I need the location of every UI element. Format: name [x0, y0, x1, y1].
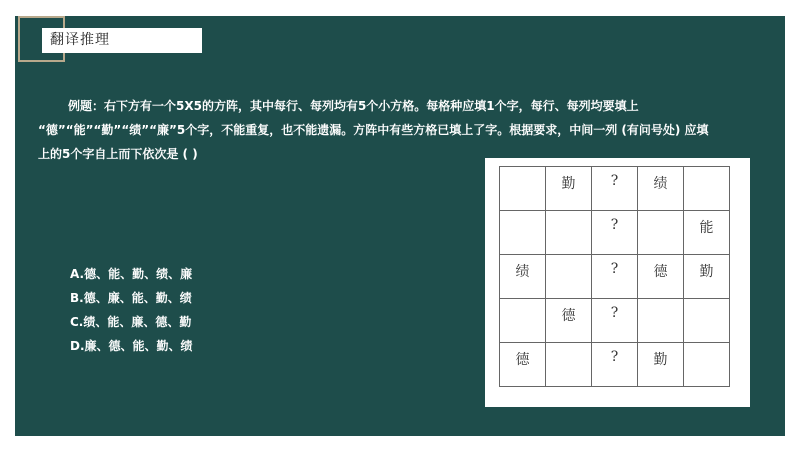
- grid-cell: 德: [638, 255, 684, 299]
- section-title: 翻译推理: [42, 28, 202, 53]
- grid-cell: 勤: [546, 167, 592, 211]
- grid-cell: [500, 167, 546, 211]
- option-b[interactable]: B.德、廉、能、勤、绩: [70, 291, 192, 305]
- grid-cell: [546, 343, 592, 387]
- grid-row: [500, 167, 730, 211]
- grid-cell: [638, 299, 684, 343]
- question-line-1: 例题：右下方有一个5X5的方阵，其中每行、每列均有5个小方格。每格种应填1个字，每行、每列均要填上: [68, 99, 639, 113]
- option-c[interactable]: C.绩、能、廉、德、勤: [70, 315, 192, 329]
- grid-cell: [546, 255, 592, 299]
- grid-cell-question: ?: [592, 299, 638, 343]
- grid-row: [500, 343, 730, 387]
- question-line-2: “德”“能”“勤”“绩”“廉”5个字，不能重复，也不能遗漏。方阵中有些方格已填上了字。根据要求，中间一列 (有问号处) 应填: [38, 123, 709, 137]
- grid-cell: [638, 211, 684, 255]
- grid-row: [500, 255, 730, 299]
- grid-cell: 德: [546, 299, 592, 343]
- grid-cell-question: ?: [592, 167, 638, 211]
- option-a[interactable]: A.德、能、勤、绩、廉: [70, 267, 193, 281]
- grid-cell: [684, 343, 730, 387]
- grid-cell: 勤: [638, 343, 684, 387]
- option-d[interactable]: D.廉、德、能、勤、绩: [70, 339, 193, 353]
- grid-cell: 勤: [684, 255, 730, 299]
- grid-cell: 能: [684, 211, 730, 255]
- grid-cell: [500, 211, 546, 255]
- grid-panel: [485, 158, 750, 407]
- grid-cell-question: ?: [592, 211, 638, 255]
- grid-row: [500, 299, 730, 343]
- answer-options: [70, 262, 193, 358]
- grid-cell: 绩: [500, 255, 546, 299]
- question-text: [38, 94, 758, 166]
- grid-cell: 德: [500, 343, 546, 387]
- question-line-3: 上的5个字自上而下依次是 ( ): [38, 147, 198, 161]
- grid-cell: [546, 211, 592, 255]
- grid-cell: [500, 299, 546, 343]
- grid-row: [500, 211, 730, 255]
- puzzle-grid: [499, 166, 730, 387]
- grid-cell: [684, 167, 730, 211]
- grid-cell-question: ?: [592, 255, 638, 299]
- grid-cell-question: ?: [592, 343, 638, 387]
- grid-cell: 绩: [638, 167, 684, 211]
- grid-cell: [684, 299, 730, 343]
